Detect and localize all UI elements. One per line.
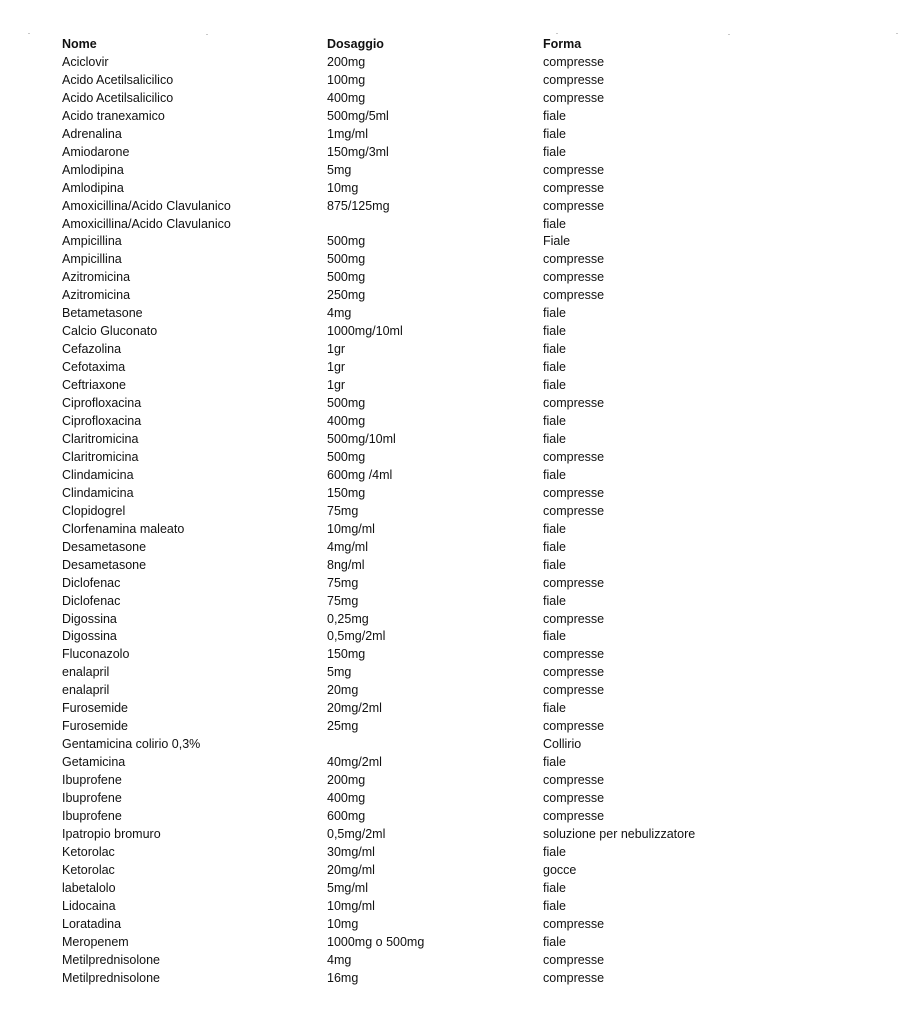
table-row: [62, 233, 782, 251]
table-header: [62, 36, 782, 54]
cell-forma: compresse: [543, 252, 605, 267]
table-row: [62, 395, 782, 413]
cell-forma: compresse: [543, 180, 605, 195]
cell-dosaggio: 10mg/ml: [327, 521, 375, 536]
cell-nome: Gentamicina colirio 0,3%: [62, 737, 201, 752]
table-row: [62, 916, 782, 934]
cell-dosaggio: 1mg/ml: [327, 126, 368, 141]
cell-forma: fiale: [543, 414, 566, 429]
scan-speck: [556, 33, 558, 34]
cell-dosaggio: 75mg: [327, 575, 359, 590]
cell-nome: Metilprednisolone: [62, 970, 160, 985]
table-row: [62, 646, 782, 664]
cell-dosaggio: 500mg/10ml: [327, 431, 396, 446]
cell-nome: Ciprofloxacina: [62, 414, 142, 429]
cell-dosaggio: 1gr: [327, 342, 346, 357]
cell-nome: Calcio Gluconato: [62, 324, 158, 339]
cell-nome: enalapril: [62, 683, 110, 698]
cell-forma: compresse: [543, 54, 605, 69]
cell-forma: compresse: [543, 485, 605, 500]
cell-nome: Ceftriaxone: [62, 378, 126, 393]
cell-dosaggio: 500mg: [327, 234, 366, 249]
table-row: [62, 72, 782, 90]
cell-nome: labetalolo: [62, 880, 116, 895]
cell-dosaggio: 500mg: [327, 449, 366, 464]
table-row: [62, 323, 782, 341]
cell-dosaggio: 0,5mg/2ml: [327, 826, 386, 841]
table-row: [62, 790, 782, 808]
table-row: [62, 503, 782, 521]
scan-speck: [728, 34, 730, 35]
cell-nome: Furosemide: [62, 701, 128, 716]
cell-forma: fiale: [543, 521, 566, 536]
scan-speck: [896, 33, 898, 34]
cell-dosaggio: 10mg/ml: [327, 898, 375, 913]
cell-forma: compresse: [543, 952, 605, 967]
cell-nome: Ibuprofene: [62, 791, 122, 806]
table-row: [62, 359, 782, 377]
table-row: [62, 593, 782, 611]
cell-dosaggio: 25mg: [327, 719, 359, 734]
cell-forma: Fiale: [543, 234, 571, 249]
cell-forma: compresse: [543, 288, 605, 303]
cell-dosaggio: 0,5mg/2ml: [327, 629, 386, 644]
cell-forma: fiale: [543, 898, 566, 913]
cell-nome: Ciprofloxacina: [62, 396, 142, 411]
table-row: [62, 305, 782, 323]
cell-forma: compresse: [543, 162, 605, 177]
cell-forma: fiale: [543, 126, 566, 141]
table-row: [62, 467, 782, 485]
cell-forma: fiale: [543, 467, 566, 482]
cell-forma: compresse: [543, 90, 605, 105]
header-forma: Forma: [543, 37, 582, 51]
table-row: [62, 898, 782, 916]
cell-dosaggio: 10mg: [327, 916, 359, 931]
cell-dosaggio: 150mg: [327, 485, 366, 500]
cell-forma: compresse: [543, 808, 605, 823]
cell-nome: Clindamicina: [62, 467, 134, 482]
cell-dosaggio: 500mg: [327, 252, 366, 267]
cell-nome: Getamicina: [62, 755, 126, 770]
cell-dosaggio: 500mg: [327, 396, 366, 411]
table-row: [62, 844, 782, 862]
table-row: [62, 718, 782, 736]
cell-forma: fiale: [543, 324, 566, 339]
cell-forma: fiale: [543, 144, 566, 159]
cell-dosaggio: 400mg: [327, 90, 366, 105]
table-row: [62, 682, 782, 700]
cell-nome: Metilprednisolone: [62, 952, 160, 967]
cell-nome: Clindamicina: [62, 485, 134, 500]
scan-speck: [206, 34, 208, 35]
table-row: [62, 934, 782, 952]
cell-dosaggio: 5mg: [327, 162, 352, 177]
cell-dosaggio: 400mg: [327, 791, 366, 806]
table-row: [62, 449, 782, 467]
table-body: [62, 54, 782, 988]
cell-nome: Azitromicina: [62, 288, 131, 303]
cell-nome: Aciclovir: [62, 54, 109, 69]
cell-forma: fiale: [543, 342, 566, 357]
cell-forma: fiale: [543, 629, 566, 644]
cell-forma: fiale: [543, 431, 566, 446]
cell-dosaggio: 4mg: [327, 306, 352, 321]
cell-nome: Fluconazolo: [62, 647, 130, 662]
cell-dosaggio: 1000mg/10ml: [327, 324, 403, 339]
cell-forma: compresse: [543, 773, 605, 788]
table-row: [62, 216, 782, 234]
medication-table: [62, 36, 782, 988]
cell-dosaggio: 30mg/ml: [327, 844, 375, 859]
table-row: [62, 144, 782, 162]
cell-nome: Lidocaina: [62, 898, 116, 913]
table-row: [62, 754, 782, 772]
cell-dosaggio: 500mg/5ml: [327, 108, 389, 123]
cell-forma: fiale: [543, 306, 566, 321]
cell-nome: Amoxicillina/Acido Clavulanico: [62, 216, 231, 231]
cell-forma: compresse: [543, 72, 605, 87]
table-row: [62, 90, 782, 108]
cell-forma: fiale: [543, 593, 566, 608]
cell-nome: Ipatropio bromuro: [62, 826, 161, 841]
header-nome: Nome: [62, 37, 97, 51]
table-row: [62, 108, 782, 126]
cell-forma: compresse: [543, 270, 605, 285]
cell-forma: fiale: [543, 557, 566, 572]
cell-forma: compresse: [543, 449, 605, 464]
cell-forma: compresse: [543, 396, 605, 411]
table-row: [62, 198, 782, 216]
cell-nome: Diclofenac: [62, 575, 121, 590]
cell-nome: Amlodipina: [62, 180, 124, 195]
cell-dosaggio: 150mg: [327, 647, 366, 662]
cell-forma: compresse: [543, 198, 605, 213]
cell-nome: Digossina: [62, 611, 117, 626]
cell-nome: Ibuprofene: [62, 773, 122, 788]
table-row: [62, 413, 782, 431]
cell-forma: compresse: [543, 575, 605, 590]
cell-dosaggio: 20mg/2ml: [327, 701, 382, 716]
cell-forma: compresse: [543, 791, 605, 806]
cell-nome: Desametasone: [62, 539, 147, 554]
table-row: [62, 287, 782, 305]
cell-dosaggio: 20mg/ml: [327, 862, 375, 877]
cell-nome: Furosemide: [62, 719, 128, 734]
cell-forma: fiale: [543, 360, 566, 375]
table-row: [62, 700, 782, 718]
cell-dosaggio: 200mg: [327, 54, 366, 69]
cell-nome: Adrenalina: [62, 126, 122, 141]
cell-nome: Amoxicillina/Acido Clavulanico: [62, 198, 231, 213]
cell-forma: compresse: [543, 647, 605, 662]
cell-dosaggio: 200mg: [327, 773, 366, 788]
table-row: [62, 162, 782, 180]
cell-dosaggio: 600mg: [327, 808, 366, 823]
cell-nome: Amlodipina: [62, 162, 124, 177]
cell-nome: Ibuprofene: [62, 808, 122, 823]
cell-nome: Clorfenamina maleato: [62, 521, 185, 536]
cell-dosaggio: 600mg /4ml: [327, 467, 393, 482]
cell-dosaggio: 4mg/ml: [327, 539, 368, 554]
table-row: [62, 180, 782, 198]
cell-nome: Claritromicina: [62, 431, 139, 446]
cell-forma: fiale: [543, 934, 566, 949]
cell-dosaggio: 5mg: [327, 665, 352, 680]
cell-nome: Cefotaxima: [62, 360, 126, 375]
table-row: [62, 269, 782, 287]
cell-forma: fiale: [543, 880, 566, 895]
cell-nome: Diclofenac: [62, 593, 121, 608]
cell-dosaggio: 1000mg o 500mg: [327, 934, 425, 949]
cell-nome: Amiodarone: [62, 144, 130, 159]
table-row: [62, 628, 782, 646]
cell-nome: Betametasone: [62, 306, 143, 321]
cell-forma: compresse: [543, 719, 605, 734]
cell-dosaggio: 1gr: [327, 378, 346, 393]
cell-dosaggio: 5mg/ml: [327, 880, 368, 895]
cell-forma: compresse: [543, 970, 605, 985]
cell-forma: compresse: [543, 611, 605, 626]
cell-forma: fiale: [543, 701, 566, 716]
table-row: [62, 952, 782, 970]
cell-nome: Clopidogrel: [62, 503, 126, 518]
table-row: [62, 126, 782, 144]
table-row: [62, 431, 782, 449]
table-row: [62, 251, 782, 269]
scan-speck: [28, 33, 30, 34]
header-dosaggio: Dosaggio: [327, 37, 384, 51]
table-row: [62, 808, 782, 826]
cell-dosaggio: 8ng/ml: [327, 557, 365, 572]
cell-dosaggio: 1gr: [327, 360, 346, 375]
cell-nome: Desametasone: [62, 557, 147, 572]
cell-forma: gocce: [543, 862, 577, 877]
cell-nome: Ampicillina: [62, 234, 122, 249]
cell-forma: fiale: [543, 844, 566, 859]
table-row: [62, 826, 782, 844]
cell-forma: compresse: [543, 503, 605, 518]
cell-dosaggio: 250mg: [327, 288, 366, 303]
cell-dosaggio: 4mg: [327, 952, 352, 967]
cell-dosaggio: 75mg: [327, 593, 359, 608]
cell-forma: Collirio: [543, 737, 582, 752]
cell-nome: Acido Acetilsalicilico: [62, 72, 174, 87]
cell-forma: fiale: [543, 378, 566, 393]
cell-nome: Loratadina: [62, 916, 122, 931]
cell-forma: fiale: [543, 108, 566, 123]
table-row: [62, 575, 782, 593]
cell-forma: soluzione per nebulizzatore: [543, 826, 696, 841]
cell-forma: compresse: [543, 683, 605, 698]
cell-forma: fiale: [543, 755, 566, 770]
cell-nome: enalapril: [62, 665, 110, 680]
cell-dosaggio: 10mg: [327, 180, 359, 195]
table-row: [62, 970, 782, 988]
table-row: [62, 664, 782, 682]
cell-dosaggio: 40mg/2ml: [327, 755, 382, 770]
cell-forma: fiale: [543, 539, 566, 554]
cell-dosaggio: 150mg/3ml: [327, 144, 389, 159]
table-row: [62, 539, 782, 557]
table-row: [62, 557, 782, 575]
cell-nome: Ketorolac: [62, 844, 115, 859]
table-row: [62, 880, 782, 898]
cell-nome: Ketorolac: [62, 862, 115, 877]
cell-nome: Meropenem: [62, 934, 129, 949]
cell-nome: Azitromicina: [62, 270, 131, 285]
cell-nome: Acido Acetilsalicilico: [62, 90, 174, 105]
cell-nome: Ampicillina: [62, 252, 122, 267]
cell-dosaggio: 75mg: [327, 503, 359, 518]
cell-dosaggio: 400mg: [327, 414, 366, 429]
table-row: [62, 341, 782, 359]
cell-dosaggio: 20mg: [327, 683, 359, 698]
cell-forma: compresse: [543, 665, 605, 680]
table-row: [62, 54, 782, 72]
table-row: [62, 377, 782, 395]
table-row: [62, 485, 782, 503]
table-row: [62, 611, 782, 629]
cell-nome: Cefazolina: [62, 342, 122, 357]
cell-dosaggio: 0,25mg: [327, 611, 369, 626]
cell-nome: Claritromicina: [62, 449, 139, 464]
cell-dosaggio: 500mg: [327, 270, 366, 285]
cell-forma: compresse: [543, 916, 605, 931]
table-row: [62, 521, 782, 539]
cell-dosaggio: 16mg: [327, 970, 359, 985]
cell-dosaggio: 875/125mg: [327, 198, 390, 213]
table-row: [62, 862, 782, 880]
table-row: [62, 736, 782, 754]
cell-nome: Acido tranexamico: [62, 108, 165, 123]
table-row: [62, 772, 782, 790]
cell-nome: Digossina: [62, 629, 117, 644]
cell-forma: fiale: [543, 216, 566, 231]
cell-dosaggio: 100mg: [327, 72, 366, 87]
